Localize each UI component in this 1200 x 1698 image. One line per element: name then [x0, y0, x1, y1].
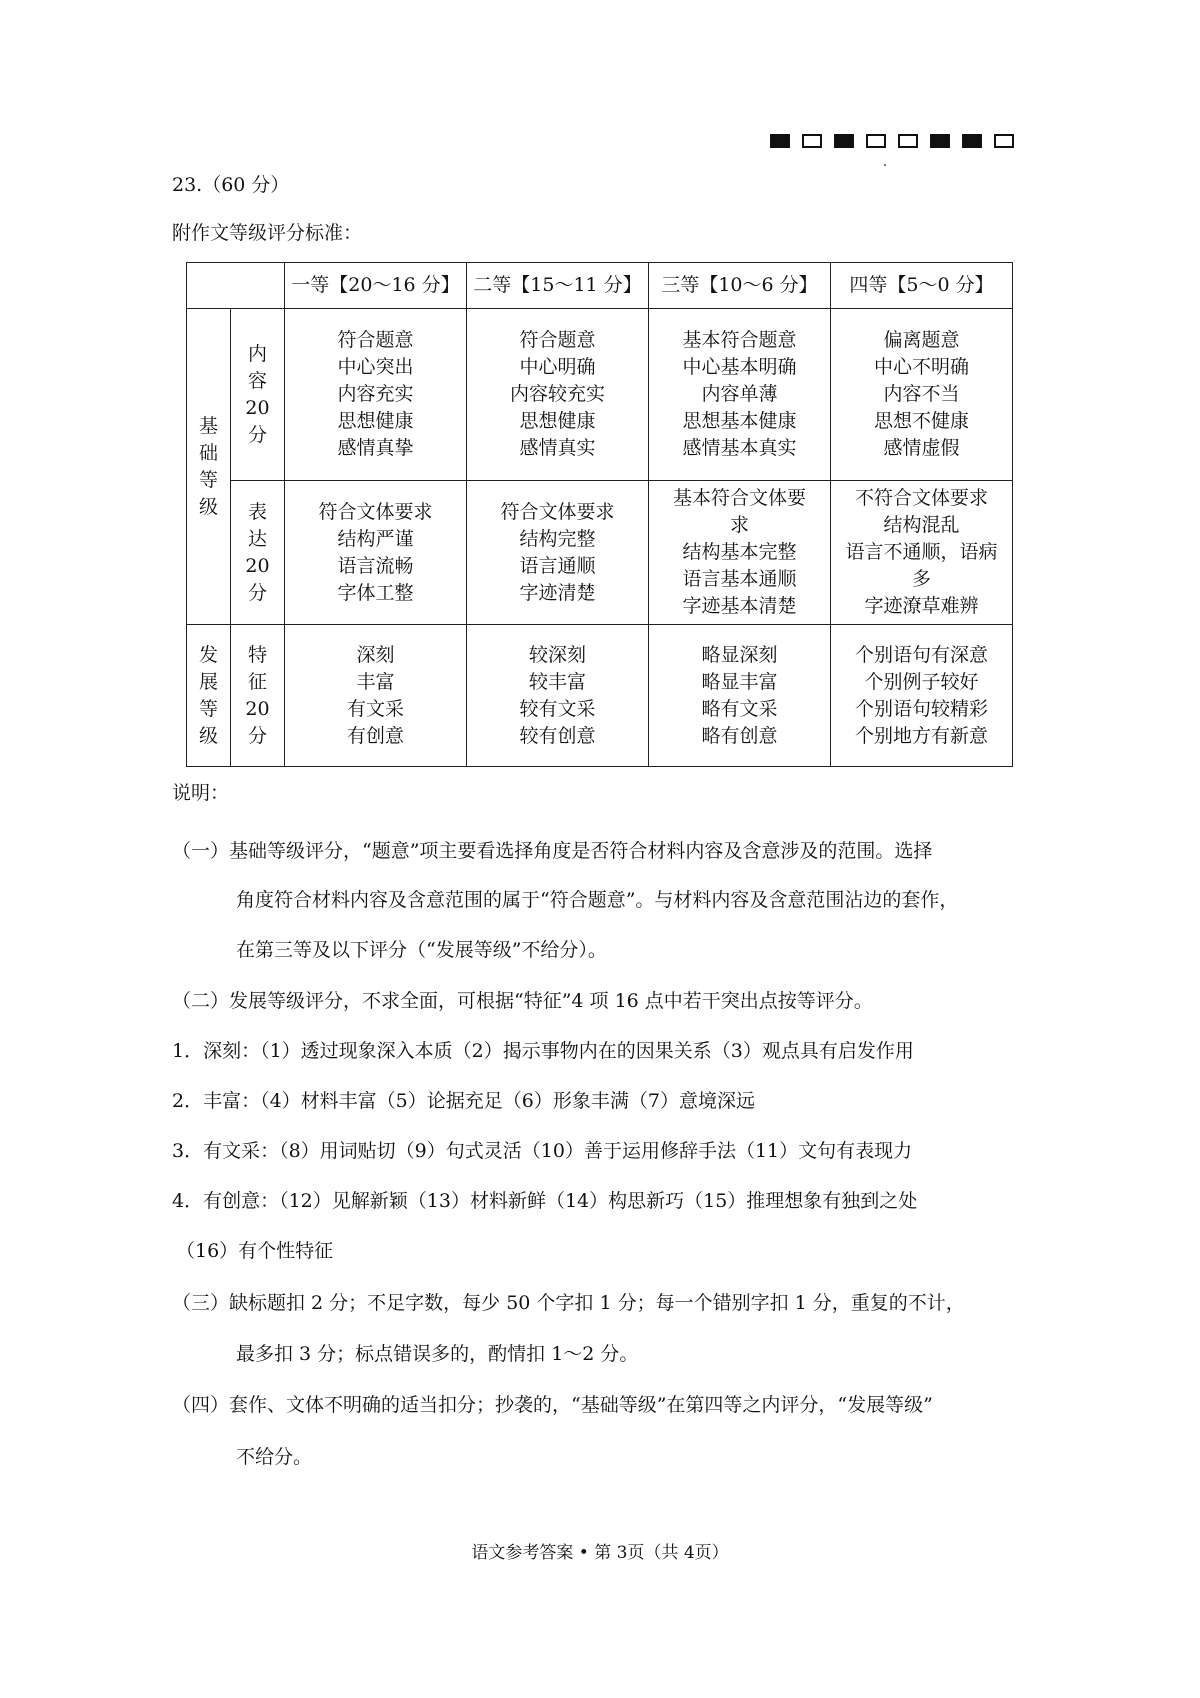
- cell-line: 略有文采: [701, 697, 778, 720]
- table-cell: [467, 481, 649, 625]
- cell-line: 20: [245, 554, 270, 577]
- cell-line: 不符合文体要求: [854, 487, 988, 509]
- cell-line: 个别例子较好: [864, 670, 979, 693]
- cell-line: 展: [198, 670, 218, 693]
- feature-item-4-cont: （16）有个性特征: [176, 1240, 334, 1262]
- cell-line: 20: [245, 697, 270, 720]
- cell-line: 感情真实: [519, 437, 596, 459]
- note-4-line-2: 不给分。: [236, 1446, 313, 1468]
- grading-table: [186, 262, 1013, 767]
- cell-line: 较丰富: [528, 670, 586, 693]
- table-cell: [285, 625, 467, 767]
- cell-line: 符合题意: [337, 329, 414, 351]
- cell-line: 结构严谨: [337, 527, 414, 550]
- cell-line: 等: [198, 468, 218, 491]
- cell-line: 偏离题意: [883, 329, 960, 351]
- cell-line: 等: [198, 697, 218, 720]
- expression-label-cell: [231, 481, 285, 625]
- hollow-square-mark: [898, 134, 918, 148]
- cell-line: 分: [247, 423, 267, 446]
- rubric-subtitle: 附作文等级评分标准：: [172, 222, 363, 244]
- feature-label-cell: [231, 625, 285, 767]
- cell-line: 思想不健康: [873, 410, 969, 432]
- cell-line: 符合题意: [519, 329, 596, 351]
- note-1-line-1: （一）基础等级评分，“题意”项主要看选择角度是否符合材料内容及含意涉及的范围。选择: [172, 840, 933, 862]
- feature-row: [187, 625, 1013, 767]
- grade-header: 三等【10～6 分】: [649, 263, 831, 309]
- cell-line: 多: [911, 568, 931, 590]
- note-3-line-1: （三）缺标题扣 2 分；不足字数，每少 50 个字扣 1 分；每一个错别字扣 1 分，重复的不计，: [172, 1292, 965, 1314]
- table-cell: [285, 309, 467, 481]
- cell-line: 分: [247, 581, 267, 604]
- table-cell: [831, 625, 1013, 767]
- cell-line: 20: [245, 396, 270, 419]
- dev-level-cell: [187, 625, 231, 767]
- cell-line: 分: [247, 724, 267, 747]
- cell-line: 个别语句较精彩: [854, 697, 988, 720]
- cell-line: 丰富: [356, 670, 395, 693]
- cell-line: 发: [198, 643, 218, 666]
- table-cell: [649, 309, 831, 481]
- grade-header: 二等【15～11 分】: [467, 263, 649, 309]
- note-1-line-2: 角度符合材料内容及含意范围的属于“符合题意”。与材料内容及含意范围沾边的套作，: [236, 889, 959, 911]
- table-cell: [831, 309, 1013, 481]
- expression-label: [231, 499, 284, 607]
- table-cell: [467, 625, 649, 767]
- cell-line: 内容较充实: [509, 383, 605, 405]
- cell-line: 感情真挚: [337, 437, 414, 459]
- table-cell: [285, 481, 467, 625]
- cell-line: 思想健康: [519, 410, 596, 432]
- feature-item-4: 4．有创意：（12）见解新颖（13）材料新鲜（14）构思新巧（15）推理想象有独到之处: [172, 1190, 918, 1212]
- basic-level-label: [187, 413, 230, 521]
- cell-line: 有文采: [346, 697, 404, 720]
- hollow-square-mark: [802, 134, 822, 148]
- note-4-line-1: （四）套作、文体不明确的适当扣分；抄袭的，“基础等级”在第四等之内评分，“发展等级”: [172, 1394, 933, 1416]
- cell-line: 容: [247, 369, 267, 392]
- cell-line: 结构混乱: [883, 514, 960, 536]
- cell-line: 个别语句有深意: [854, 643, 988, 666]
- cell-line: 内容单薄: [701, 383, 778, 405]
- cell-line: 语言流畅: [337, 554, 414, 577]
- cell-line: 深刻: [356, 643, 395, 666]
- cell-line: 字迹潦草难辨: [864, 595, 979, 617]
- table-cell: [649, 625, 831, 767]
- note-3-line-2: 最多扣 3 分；标点错误多的，酌情扣 1～2 分。: [236, 1343, 639, 1365]
- cell-line: 语言不通顺，语病: [845, 541, 998, 563]
- cell-line: 中心基本明确: [682, 356, 797, 378]
- content-label-cell: [231, 309, 285, 481]
- cell-line: 征: [247, 670, 267, 693]
- scan-dot: [884, 164, 886, 166]
- content-row: [187, 309, 1013, 481]
- cell-line: 达: [247, 527, 267, 550]
- table-header-row: [187, 263, 1013, 309]
- cell-line: 基本符合题意: [682, 329, 797, 351]
- cell-line: 内容不当: [883, 383, 960, 405]
- expression-row: [187, 481, 1013, 625]
- cell-line: 略显丰富: [701, 670, 778, 693]
- notes-label: 说明：: [172, 782, 230, 804]
- note-2: （二）发展等级评分，不求全面，可根据“特征”4 项 16 点中若干突出点按等评分。: [172, 990, 873, 1012]
- cell-line: 内: [247, 342, 267, 365]
- cell-line: 中心明确: [519, 356, 596, 378]
- filled-square-mark: [834, 134, 854, 148]
- hollow-square-mark: [866, 134, 886, 148]
- cell-line: 内容充实: [337, 383, 414, 405]
- table-cell: [649, 481, 831, 625]
- cell-line: 感情虚假: [883, 437, 960, 459]
- cell-line: 感情基本真实: [682, 437, 797, 459]
- cell-line: 思想健康: [337, 410, 414, 432]
- corner-cell: [187, 263, 285, 309]
- cell-line: 级: [198, 724, 218, 747]
- cell-line: 表: [247, 500, 267, 523]
- cell-line: 特: [247, 643, 267, 666]
- cell-line: 中心不明确: [873, 356, 969, 378]
- cell-line: 结构基本完整: [682, 541, 797, 563]
- filled-square-mark: [962, 134, 982, 148]
- dev-level-label: [187, 642, 230, 750]
- cell-line: 语言通顺: [519, 554, 596, 577]
- cell-line: 基: [198, 414, 218, 437]
- cell-line: 符合文体要求: [500, 500, 615, 523]
- cell-line: 中心突出: [337, 356, 414, 378]
- table-cell: [467, 309, 649, 481]
- hollow-square-mark: [994, 134, 1014, 148]
- feature-label: [231, 642, 284, 750]
- cell-line: 字迹基本清楚: [682, 595, 797, 617]
- cell-line: 较深刻: [528, 643, 586, 666]
- feature-item-3: 3．有文采：（8）用词贴切（9）句式灵活（10）善于运用修辞手法（11）文句有表现力: [172, 1140, 913, 1162]
- cell-line: 语言基本通顺: [682, 568, 797, 590]
- cell-line: 字体工整: [337, 581, 414, 604]
- cell-line: 个别地方有新意: [854, 724, 988, 747]
- cell-line: 础: [198, 441, 218, 464]
- filled-square-mark: [930, 134, 950, 148]
- cell-line: 较有文采: [519, 697, 596, 720]
- cell-line: 结构完整: [519, 527, 596, 550]
- grade-header: 一等【20～16 分】: [285, 263, 467, 309]
- content-label: [231, 341, 284, 449]
- cell-line: 基本符合文体要: [672, 487, 806, 509]
- cell-line: 有创意: [346, 724, 404, 747]
- grade-header: 四等【5～0 分】: [831, 263, 1013, 309]
- table-cell: [831, 481, 1013, 625]
- note-1-line-3: 在第三等及以下评分（“发展等级”不给分）。: [236, 939, 607, 961]
- question-title: 23.（60 分）: [172, 174, 290, 196]
- cell-line: 字迹清楚: [519, 581, 596, 604]
- feature-item-2: 2．丰富：（4）材料丰富（5）论据充足（6）形象丰满（7）意境深远: [172, 1090, 755, 1112]
- cell-line: 较有创意: [519, 724, 596, 747]
- cell-line: 略有创意: [701, 724, 778, 747]
- cell-line: 符合文体要求: [318, 500, 433, 523]
- cell-line: 思想基本健康: [682, 410, 797, 432]
- cell-line: 求: [729, 514, 749, 536]
- cell-line: 级: [198, 495, 218, 518]
- filled-square-mark: [770, 134, 790, 148]
- page-footer: 语文参考答案 • 第 3页（共 4页）: [471, 1543, 729, 1563]
- feature-item-1: 1．深刻：（1）透过现象深入本质（2）揭示事物内在的因果关系（3）观点具有启发作用: [172, 1040, 914, 1062]
- basic-level-cell: [187, 309, 231, 625]
- cell-line: 略显深刻: [701, 643, 778, 666]
